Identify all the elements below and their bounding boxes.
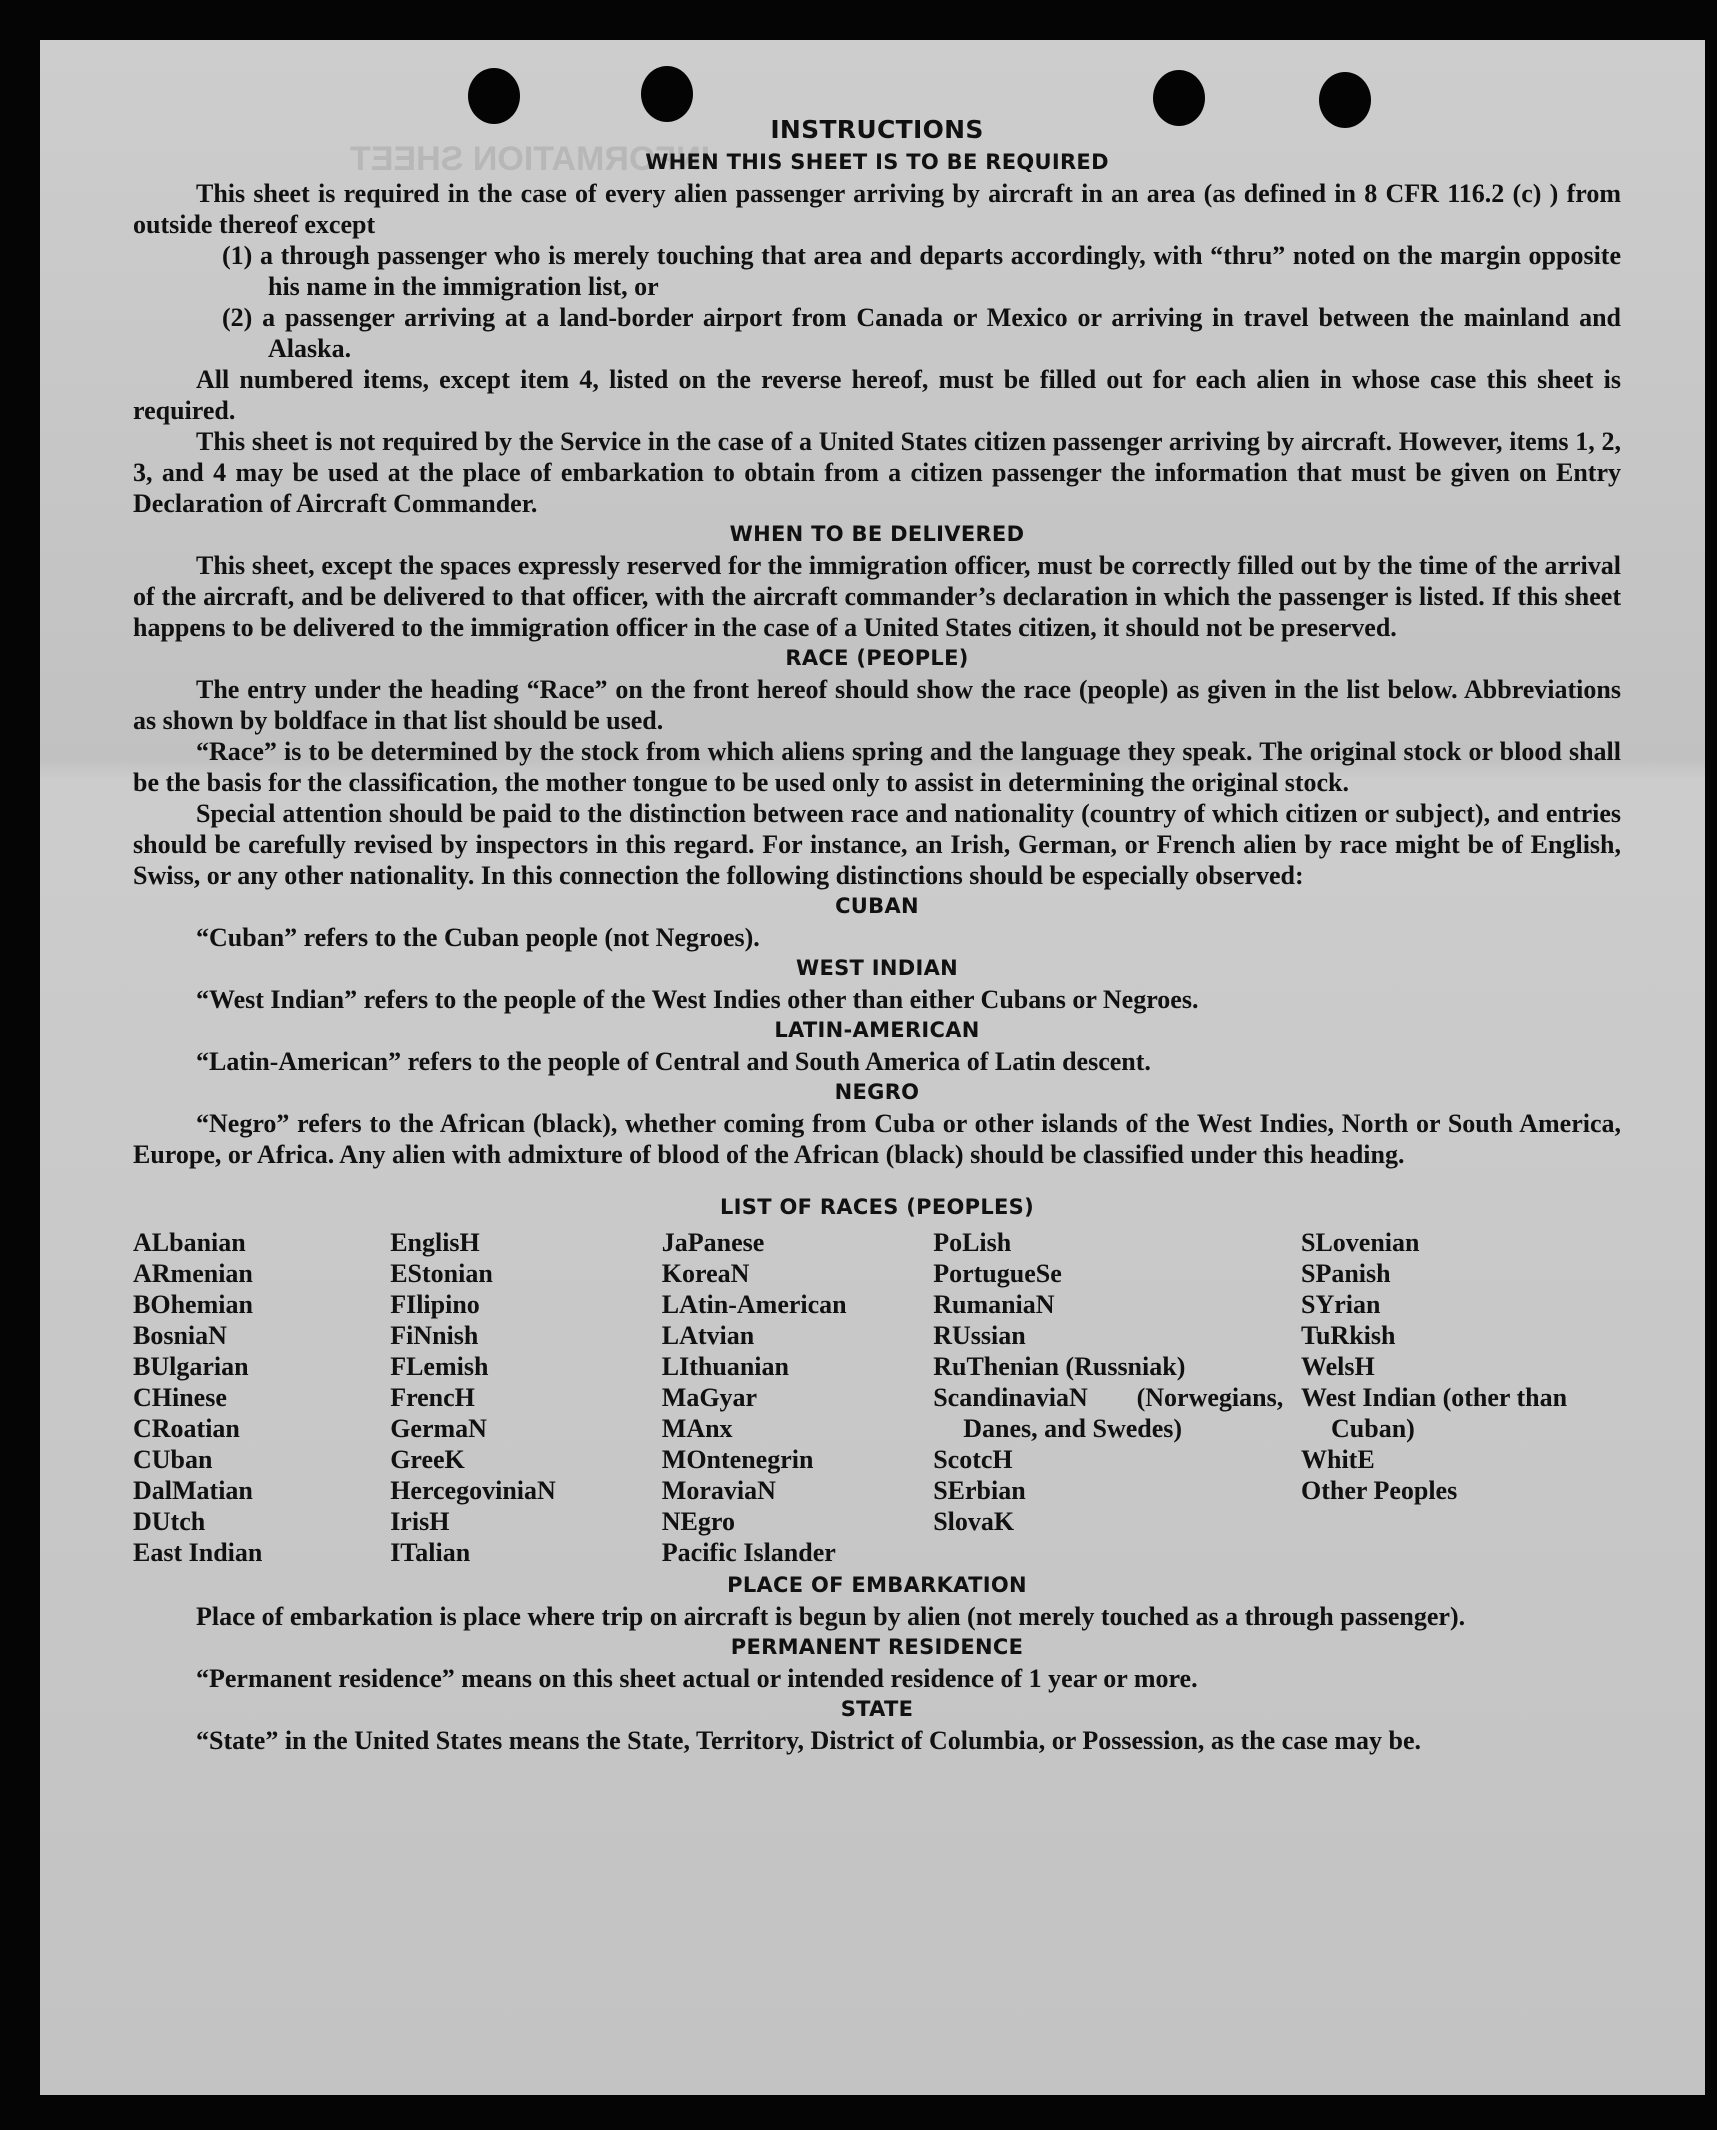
race-item: LIthuanian — [661, 1352, 789, 1381]
section-heading: LIST OF RACES (PEOPLES) — [719, 1195, 1034, 1219]
race-item: RUssian — [933, 1321, 1026, 1350]
race-item: HercegoviniaN — [390, 1476, 556, 1505]
race-item: ScotcH — [933, 1445, 1013, 1474]
race-item: MoraviaN — [661, 1476, 776, 1505]
race-item: ALbanian — [133, 1228, 246, 1257]
list-item: (1) a through passenger who is merely touching that area and departs accordingly, with “thru” noted on the margin opposite his name in the immigration list, or — [222, 241, 1621, 301]
race-item: FLemish — [390, 1352, 489, 1381]
race-item: EnglisH — [390, 1228, 480, 1257]
paragraph: The entry under the heading “Race” on the front hereof should show the race (people) as given in the list below. Abbreviations as shown by boldface in that list should be used. — [133, 675, 1621, 735]
race-item: SYrian — [1301, 1290, 1381, 1319]
instructions-content — [133, 113, 1621, 1756]
bleed-through-heading: INFORMATION SHEET — [350, 140, 711, 178]
race-item: BOhemian — [133, 1290, 253, 1319]
section-heading: NEGRO — [834, 1080, 920, 1104]
race-item: ARmenian — [133, 1259, 253, 1288]
section-heading: STATE — [840, 1697, 914, 1721]
race-item: RumaniaN — [933, 1290, 1055, 1319]
paragraph: This sheet is required in the case of every alien passenger arriving by aircraft in an area (as defined in 8 CFR 116.2 (c) ) from outside thereof except — [133, 179, 1621, 239]
race-item: JaPanese — [661, 1228, 765, 1257]
race-item: EStonian — [390, 1259, 493, 1288]
race-item: FrencH — [390, 1383, 475, 1412]
section-heading: WHEN TO BE DELIVERED — [729, 522, 1025, 546]
paragraph: “Latin-American” refers to the people of Central and South America of Latin descent. — [196, 1047, 1151, 1076]
list-item: (2) a passenger arriving at a land-border airport from Canada or Mexico or arriving in travel between the mainland and Alaska. — [222, 303, 1621, 363]
paragraph: “West Indian” refers to the people of the West Indies other than either Cubans or Negroes. — [196, 985, 1199, 1014]
race-item: SPanish — [1301, 1259, 1391, 1288]
section-heading: WHEN THIS SHEET IS TO BE REQUIRED — [645, 150, 1109, 174]
paragraph: This sheet, except the spaces expressly reserved for the immigration officer, must be correctly filled out by the time of the arrival of the aircraft, and be delivered to that officer, with the aircraft commander’s declaration in which the passenger is listed. If this sheet happens to be delivered to the immigration officer in the case of a United States citizen, it should not be preserved. — [133, 551, 1621, 642]
race-item: ITalian — [390, 1538, 471, 1567]
paragraph: “Race” is to be determined by the stock from which aliens spring and the language they speak. The original stock or blood shall be the basis for the classification, the mother tongue to be used only to assist in determining the original stock. — [133, 737, 1621, 797]
race-item: CHinese — [133, 1383, 227, 1412]
page-title: INSTRUCTIONS — [770, 115, 984, 144]
race-item: DalMatian — [133, 1476, 253, 1505]
race-item: ScandinaviaN (Norwegians, Danes, and Swedes) — [933, 1383, 1284, 1443]
race-item: SErbian — [933, 1476, 1026, 1505]
section-heading: LATIN-AMERICAN — [774, 1018, 980, 1042]
race-item: IrisH — [390, 1507, 450, 1536]
paragraph: Special attention should be paid to the distinction between race and nationality (country of which citizen or subject), and entries should be carefully revised by inspectors in this regard. For instance, an Irish, German, or French alien by race might be of English, Swiss, or any other nationality. In this connection the following distinctions should be especially observed: — [133, 799, 1621, 890]
paragraph: “Negro” refers to the African (black), whether coming from Cuba or other islands of the West Indies, North or South America, Europe, or Africa. Any alien with admixture of blood of the African (black) should be classified under this heading. — [133, 1109, 1621, 1169]
race-item: BUlgarian — [133, 1352, 249, 1381]
paragraph: “State” in the United States means the State, Territory, District of Columbia, or Possession, as the case may be. — [196, 1726, 1422, 1755]
race-item: Pacific Islander — [661, 1538, 836, 1567]
race-item: Other Peoples — [1301, 1476, 1458, 1505]
race-item: SlovaK — [933, 1507, 1015, 1536]
race-item: NEgro — [661, 1507, 735, 1536]
race-item: PortugueSe — [933, 1259, 1062, 1288]
paragraph: “Cuban” refers to the Cuban people (not Negroes). — [196, 923, 760, 952]
section-heading: WEST INDIAN — [795, 956, 959, 980]
race-item: WhitE — [1301, 1445, 1375, 1474]
race-item: GermaN — [390, 1414, 487, 1443]
document-page — [40, 40, 1705, 2095]
paragraph: Place of embarkation is place where trip on aircraft is begun by alien (not merely touched as a through passenger). — [196, 1602, 1466, 1631]
race-item: LAtin-American — [661, 1290, 847, 1319]
paragraph: This sheet is not required by the Service in the case of a United States citizen passenger arriving by aircraft. However, items 1, 2, 3, and 4 may be used at the place of embarkation to obtain from a citizen passenger the information that must be given on Entry Declaration of Aircraft Commander. — [133, 427, 1621, 518]
race-item: West Indian (other than Cuban) — [1301, 1383, 1568, 1443]
race-item: East Indian — [133, 1538, 263, 1567]
race-item: PoLish — [933, 1228, 1012, 1257]
paragraph: All numbered items, except item 4, listed on the reverse hereof, must be filled out for each alien in whose case this sheet is required. — [133, 365, 1621, 425]
race-item: FIlipino — [390, 1290, 480, 1319]
race-item: MAnx — [661, 1414, 733, 1443]
race-item: GreeK — [390, 1445, 465, 1474]
section-heading: PERMANENT RESIDENCE — [730, 1635, 1024, 1659]
section-heading: CUBAN — [835, 894, 919, 918]
race-item: BosniaN — [133, 1321, 227, 1350]
race-item: CUban — [133, 1445, 213, 1474]
race-item: WelsH — [1301, 1352, 1375, 1381]
paragraph: “Permanent residence” means on this sheet actual or intended residence of 1 year or more. — [196, 1664, 1198, 1693]
race-item: LAtvian — [661, 1321, 755, 1350]
race-item: MOntenegrin — [661, 1445, 814, 1474]
section-heading: RACE (PEOPLE) — [785, 646, 969, 670]
race-item: MaGyar — [661, 1383, 758, 1412]
race-item: RuThenian (Russniak) — [933, 1352, 1186, 1381]
race-item: DUtch — [133, 1507, 206, 1536]
race-item: FiNnish — [390, 1321, 479, 1350]
race-item: CRoatian — [133, 1414, 240, 1443]
race-item: KoreaN — [661, 1259, 750, 1288]
race-item: SLovenian — [1301, 1228, 1420, 1257]
race-item: TuRkish — [1301, 1321, 1396, 1350]
section-heading: PLACE OF EMBARKATION — [727, 1573, 1027, 1597]
race-list — [133, 1227, 1621, 1568]
